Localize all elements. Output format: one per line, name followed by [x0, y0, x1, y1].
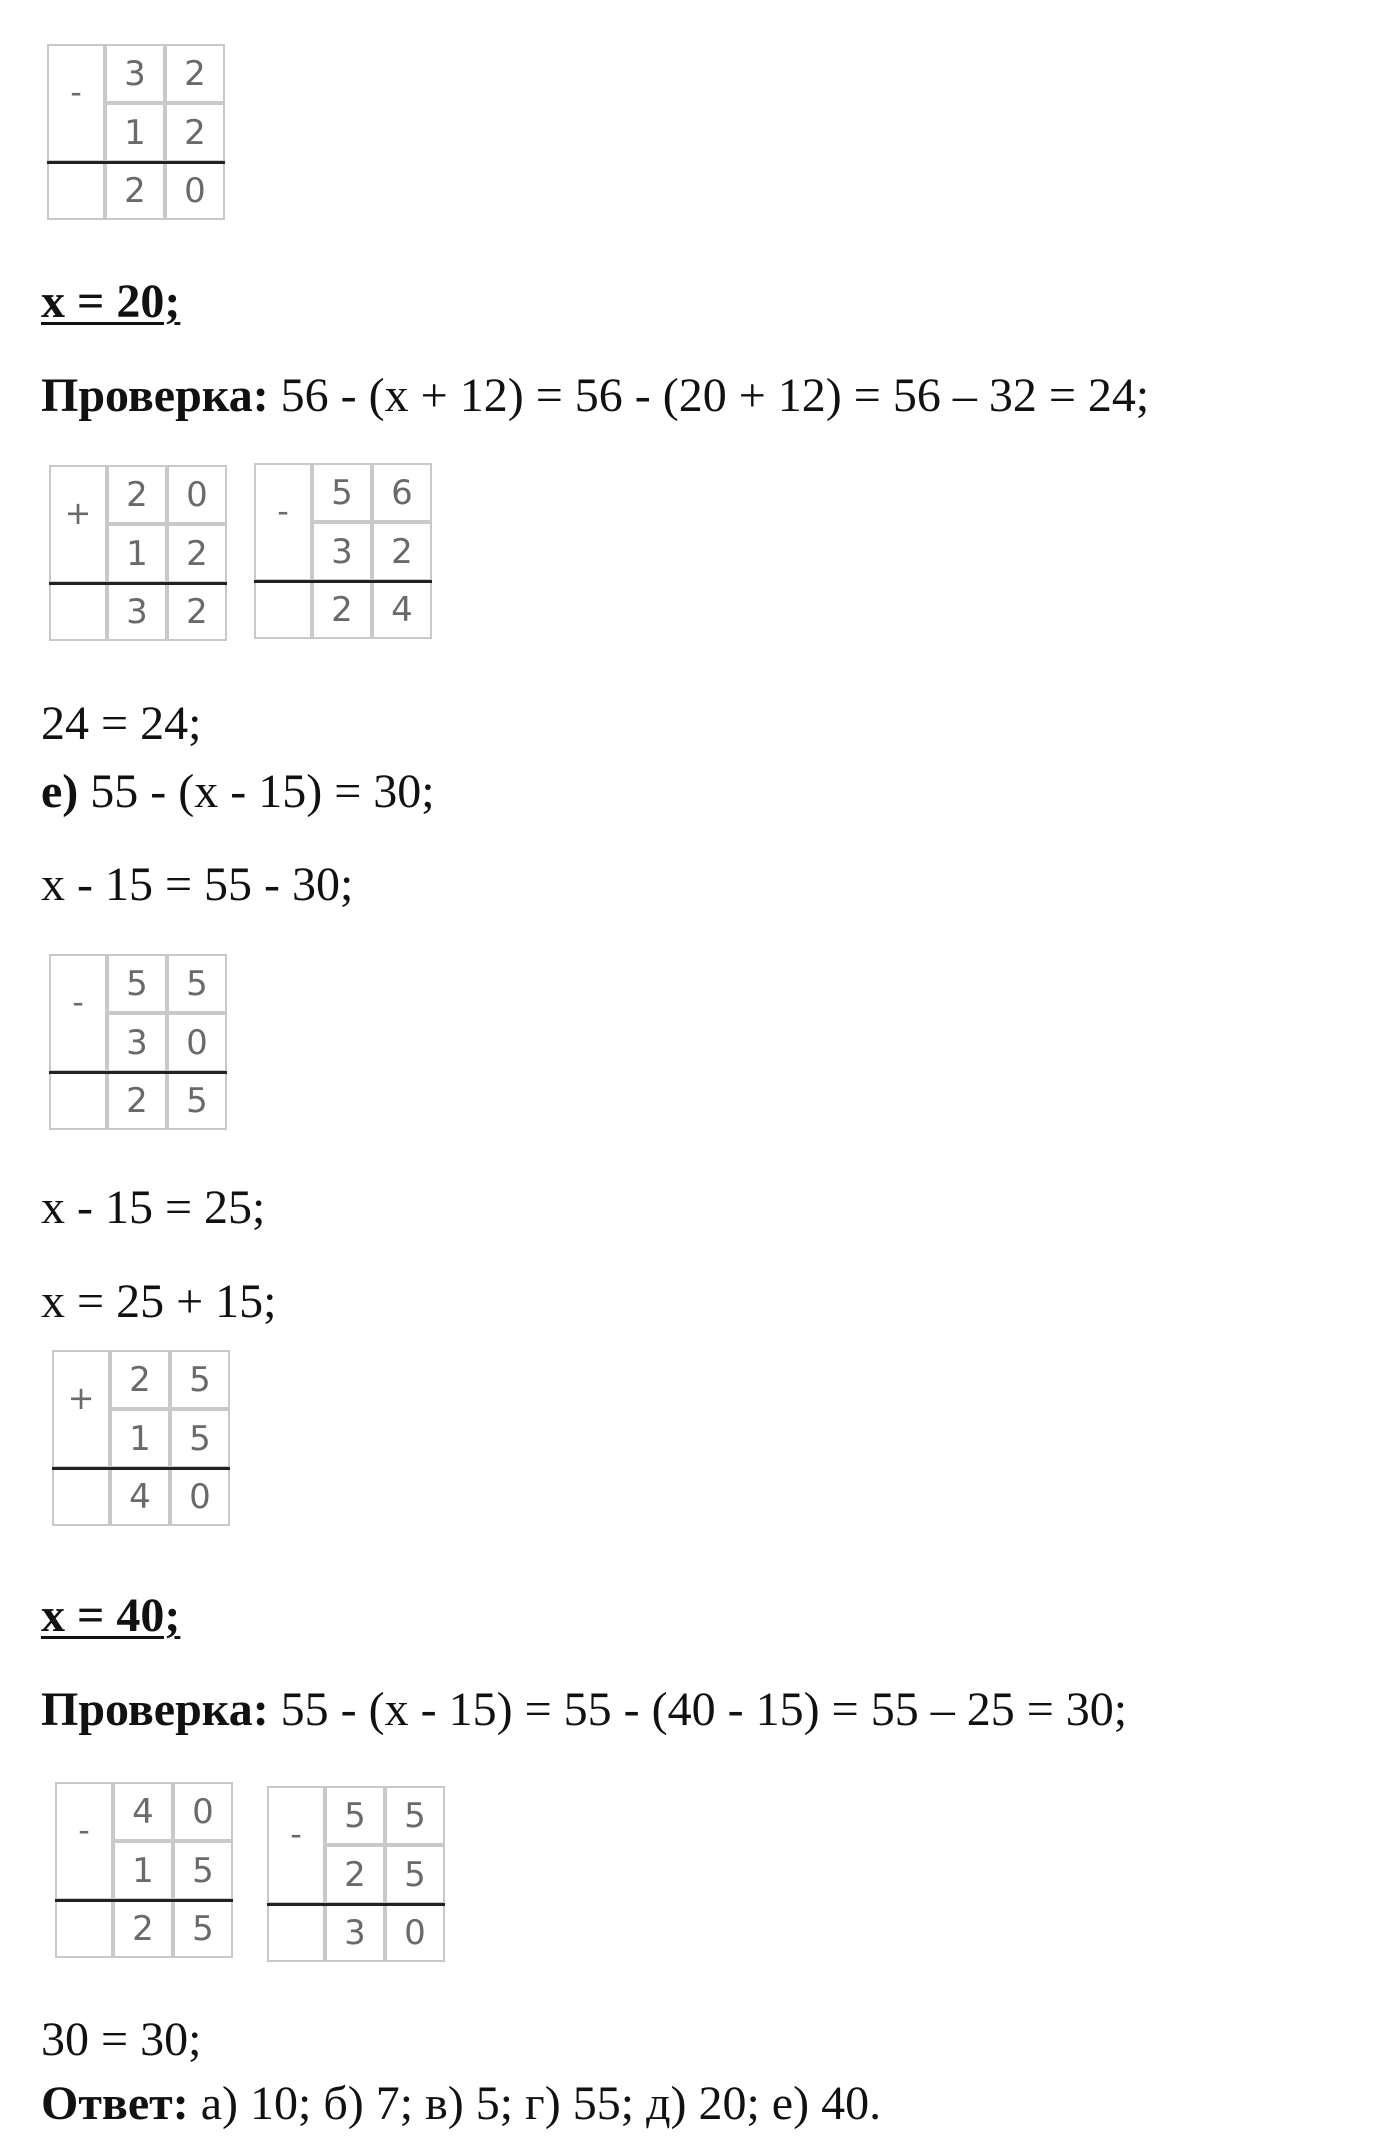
- result-digit: 5: [167, 1072, 227, 1130]
- top-operand-digit: 6: [372, 463, 432, 522]
- operator-sign: +: [49, 465, 107, 583]
- answer-values: а) 10; б) 7; в) 5; г) 55; д) 20; е) 40.: [188, 2077, 882, 2130]
- bottom-operand-digit: 1: [105, 103, 165, 162]
- empty-cell: [267, 1904, 325, 1962]
- result-digit: 2: [105, 162, 165, 220]
- top-operand-digit: 5: [170, 1350, 230, 1409]
- column-calc-4: [49, 954, 227, 1130]
- step-line-3: x = 25 + 15;: [41, 1275, 277, 1328]
- top-operand-digit: 2: [110, 1350, 170, 1409]
- task-e-line: [41, 764, 435, 820]
- top-operand-digit: 5: [167, 954, 227, 1013]
- top-operand-digit: 5: [385, 1786, 445, 1845]
- result-digit: 2: [107, 1072, 167, 1130]
- bottom-operand-digit: 1: [107, 524, 167, 583]
- sum-line: [55, 1899, 233, 1902]
- check-label: Проверка:: [41, 1683, 269, 1736]
- equality-24: 24 = 24;: [41, 697, 202, 750]
- column-calc-1: [47, 44, 225, 220]
- sum-line: [52, 1467, 230, 1470]
- empty-cell: [254, 581, 312, 639]
- empty-cell: [49, 583, 107, 641]
- sum-line: [254, 580, 432, 583]
- bottom-operand-digit: 2: [325, 1845, 385, 1904]
- top-operand-digit: 2: [107, 465, 167, 524]
- column-calc-6: [55, 1782, 233, 1958]
- column-calc-2: [49, 465, 227, 641]
- operator-sign: +: [52, 1350, 110, 1468]
- step-line-1: x - 15 = 55 - 30;: [41, 858, 354, 911]
- top-operand-digit: 5: [312, 463, 372, 522]
- column-calc-5: [52, 1350, 230, 1526]
- operator-sign: -: [49, 954, 107, 1072]
- empty-cell: [52, 1468, 110, 1526]
- bottom-operand-digit: 5: [170, 1409, 230, 1468]
- sum-line: [47, 161, 225, 164]
- empty-cell: [55, 1900, 113, 1958]
- answer-label: Ответ:: [41, 2077, 189, 2130]
- bottom-operand-digit: 3: [312, 522, 372, 581]
- result-digit: 0: [170, 1468, 230, 1526]
- bottom-operand-digit: 0: [167, 1013, 227, 1072]
- bottom-operand-digit: 1: [113, 1841, 173, 1900]
- top-operand-digit: 5: [107, 954, 167, 1013]
- sum-line: [49, 1071, 227, 1074]
- empty-cell: [47, 162, 105, 220]
- top-operand-digit: 0: [167, 465, 227, 524]
- bottom-operand-digit: 2: [372, 522, 432, 581]
- result-digit: 0: [165, 162, 225, 220]
- task-e-equation: 55 - (x - 15) = 30;: [78, 765, 435, 818]
- result-x-40: x = 40;: [41, 1589, 181, 1642]
- result-digit: 5: [173, 1900, 233, 1958]
- sum-line: [267, 1903, 445, 1906]
- task-e-label: е): [41, 765, 79, 818]
- top-operand-digit: 0: [173, 1782, 233, 1841]
- operator-sign: -: [254, 463, 312, 581]
- top-operand-digit: 3: [105, 44, 165, 103]
- check-expression: 55 - (x - 15) = 55 - (40 - 15) = 55 – 25 = 30;: [268, 1683, 1128, 1736]
- step-line-2: x - 15 = 25;: [41, 1181, 266, 1234]
- bottom-operand-digit: 3: [107, 1013, 167, 1072]
- top-operand-digit: 4: [113, 1782, 173, 1841]
- result-digit: 3: [107, 583, 167, 641]
- result-x-20: x = 20;: [41, 275, 181, 328]
- column-calc-3: [254, 463, 432, 639]
- result-digit: 3: [325, 1904, 385, 1962]
- operator-sign: -: [47, 44, 105, 162]
- result-digit: 2: [312, 581, 372, 639]
- result-digit: 2: [113, 1900, 173, 1958]
- bottom-operand-digit: 5: [385, 1845, 445, 1904]
- bottom-operand-digit: 2: [165, 103, 225, 162]
- result-digit: 0: [385, 1904, 445, 1962]
- bottom-operand-digit: 2: [167, 524, 227, 583]
- operator-sign: -: [267, 1786, 325, 1904]
- check-line-2: [41, 1682, 1127, 1738]
- check-expression: 56 - (x + 12) = 56 - (20 + 12) = 56 – 32 = 24;: [268, 369, 1150, 422]
- check-label: Проверка:: [41, 369, 269, 422]
- operator-sign: -: [55, 1782, 113, 1900]
- check-line-1: [41, 368, 1149, 424]
- result-digit: 2: [167, 583, 227, 641]
- bottom-operand-digit: 1: [110, 1409, 170, 1468]
- column-calc-7: [267, 1786, 445, 1962]
- answer-line: [41, 2076, 881, 2132]
- top-operand-digit: 5: [325, 1786, 385, 1845]
- empty-cell: [49, 1072, 107, 1130]
- bottom-operand-digit: 5: [173, 1841, 233, 1900]
- result-digit: 4: [372, 581, 432, 639]
- sum-line: [49, 582, 227, 585]
- result-digit: 4: [110, 1468, 170, 1526]
- top-operand-digit: 2: [165, 44, 225, 103]
- equality-30: 30 = 30;: [41, 2013, 202, 2066]
